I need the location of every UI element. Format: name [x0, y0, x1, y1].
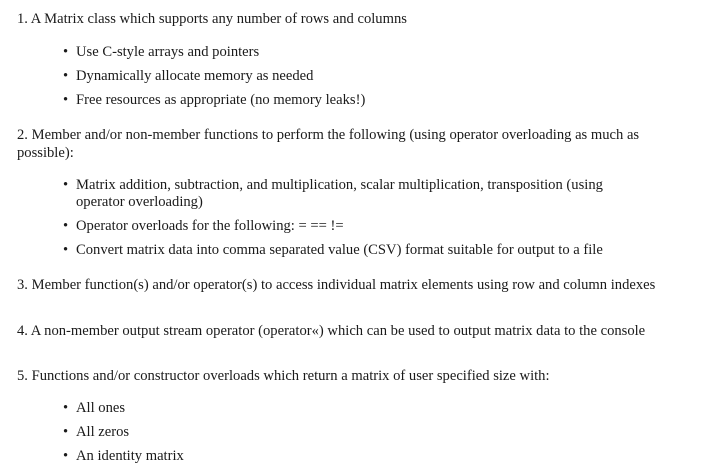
- requirement-5-bullets: [17, 400, 705, 465]
- bullet-item: • All ones: [63, 400, 705, 417]
- requirement-1: 1. A Matrix class which supports any number of rows and columns: [17, 11, 407, 27]
- bullet-item: • Dynamically allocate memory as needed: [63, 68, 705, 85]
- requirement-1-bullets: [17, 44, 705, 109]
- bullet-item: • Use C-style arrays and pointers: [63, 44, 705, 61]
- requirement-4: 4. A non-member output stream operator (operator«) which can be used to output matrix data to the console: [17, 323, 646, 339]
- requirement-2-bullets: [17, 177, 705, 259]
- bullet-item: • Free resources as appropriate (no memory leaks!): [63, 92, 705, 109]
- requirement-2: 2. Member and/or non-member functions to perform the following (using operator overloading as much as possible):: [17, 127, 640, 161]
- requirement-3: 3. Member function(s) and/or operator(s) to access individual matrix elements using row and column indexes: [17, 277, 656, 293]
- bullet-item: • Operator overloads for the following: = == !=: [63, 218, 705, 235]
- bullet-item: • An identity matrix: [63, 448, 705, 465]
- bullet-item: • Matrix addition, subtraction, and multiplication, scalar multiplication, transposition (using operator overloading): [63, 177, 636, 211]
- bullet-item: • Convert matrix data into comma separated value (CSV) format suitable for output to a file: [63, 242, 705, 259]
- requirement-5: 5. Functions and/or constructor overloads which return a matrix of user specified size with:: [17, 368, 550, 384]
- bullet-item: • All zeros: [63, 424, 705, 441]
